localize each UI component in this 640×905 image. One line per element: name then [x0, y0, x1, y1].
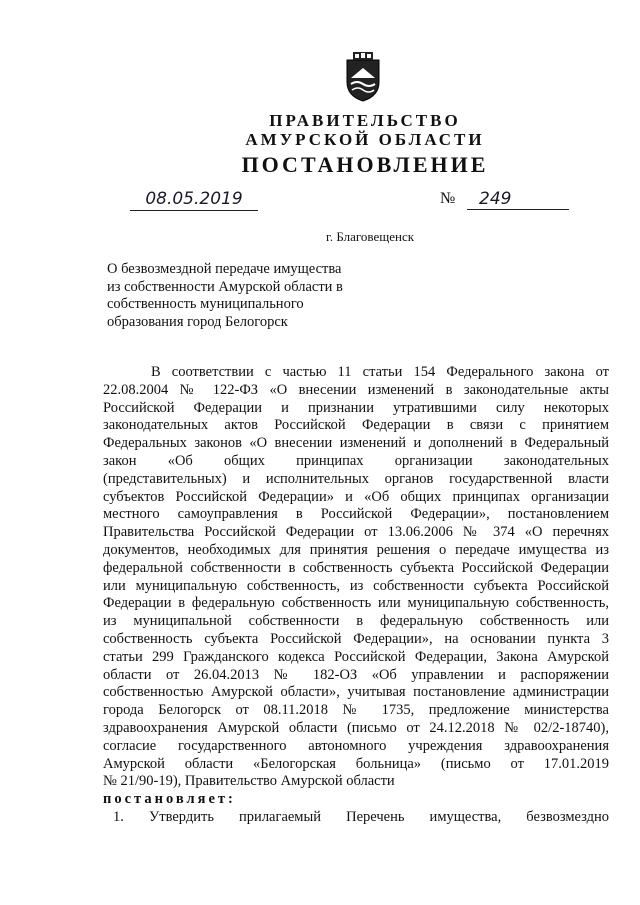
subject-line: собственность муниципального	[107, 296, 304, 312]
body-line: субъектов Российской Федерации» и «Об общих принципах организации	[103, 488, 609, 505]
document-body	[103, 364, 609, 827]
body-line: согласие государственного автономного учреждения здравоохранения	[103, 737, 609, 754]
body-line: Федеральных законов «О внесении изменений и дополнений в Федеральный	[103, 435, 609, 452]
body-line: или муниципальную собственность, из собственности субъекта Российской	[103, 577, 609, 594]
body-line: статьи 299 Гражданского кодекса Российской Федерации, Закона Амурской	[103, 648, 609, 665]
coat-of-arms-icon	[343, 52, 383, 102]
document-number: 249	[467, 188, 569, 210]
subject-line: из собственности Амурской области в	[107, 278, 343, 295]
body-line: здравоохранения Амурской области (письмо от 24.12.2018 № 02/2-18740),	[103, 719, 609, 736]
body-line: Правительства Российской Федерации от 13.06.2006 № 374 «О перечнях	[103, 524, 609, 541]
item-1: 1. Утвердить прилагаемый Перечень имущества, безвозмездно	[113, 808, 609, 825]
body-line: собственность субъекта Российской Федерации», на основании пункта 3	[103, 630, 609, 647]
city: г. Благовещенск	[325, 229, 415, 244]
body-line: законодательных актов Российской Федерации в связи с принятием	[103, 417, 609, 434]
body-line: 22.08.2004 № 122-ФЗ «О внесении изменений в законодательные акты	[103, 381, 609, 398]
org-name-line1: ПРАВИТЕЛЬСТВО	[269, 111, 461, 130]
document-subject	[107, 261, 377, 331]
body-line: В соответствии с частью 11 статьи 154 Федерального закона от	[151, 364, 609, 380]
body-line: области от 26.04.2013 № 182-ОЗ «Об управлении и распоряжении	[103, 666, 609, 683]
number-sign: №	[440, 190, 456, 207]
body-line: документов, необходимых для принятия решения о передаче имущества из	[103, 541, 609, 558]
body-line: № 21/90-19), Правительство Амурской области	[103, 773, 395, 790]
body-line: из муниципальной собственности в федеральную собственность или	[103, 613, 609, 630]
body-line: города Белогорск от 08.11.2018 № 1735, предложение министерства	[103, 702, 609, 719]
decree-word: постановляет:	[103, 791, 236, 808]
subject-line: О безвозмездной передаче имущества	[107, 261, 342, 277]
body-line: закон «Об общих принципах организации законодательных	[103, 452, 609, 469]
document-type: ПОСТАНОВЛЕНИЕ	[241, 152, 489, 177]
body-line: Амурской области «Белогорская больница» (письмо от 17.01.2019	[103, 755, 609, 772]
subject-line: образования город Белогорск	[107, 313, 288, 330]
body-line: (представительных) и исполнительных органов государственной власти	[103, 470, 609, 487]
body-line: Федерации в федеральную собственность или муниципальную собственность,	[103, 595, 609, 612]
org-name-line2: АМУРСКОЙ ОБЛАСТИ	[245, 130, 485, 149]
document-date: 08.05.2019	[130, 188, 258, 211]
body-line: Российской Федерации и признании утратившими силу некоторых	[103, 399, 609, 416]
body-line: местного самоуправления в Российской Федерации», постановлением	[103, 506, 609, 523]
body-line: собственностью Амурской области», учитывая постановление администрации	[103, 684, 609, 701]
body-line: федеральной собственности в собственность субъекта Российской Федерации	[103, 559, 609, 576]
